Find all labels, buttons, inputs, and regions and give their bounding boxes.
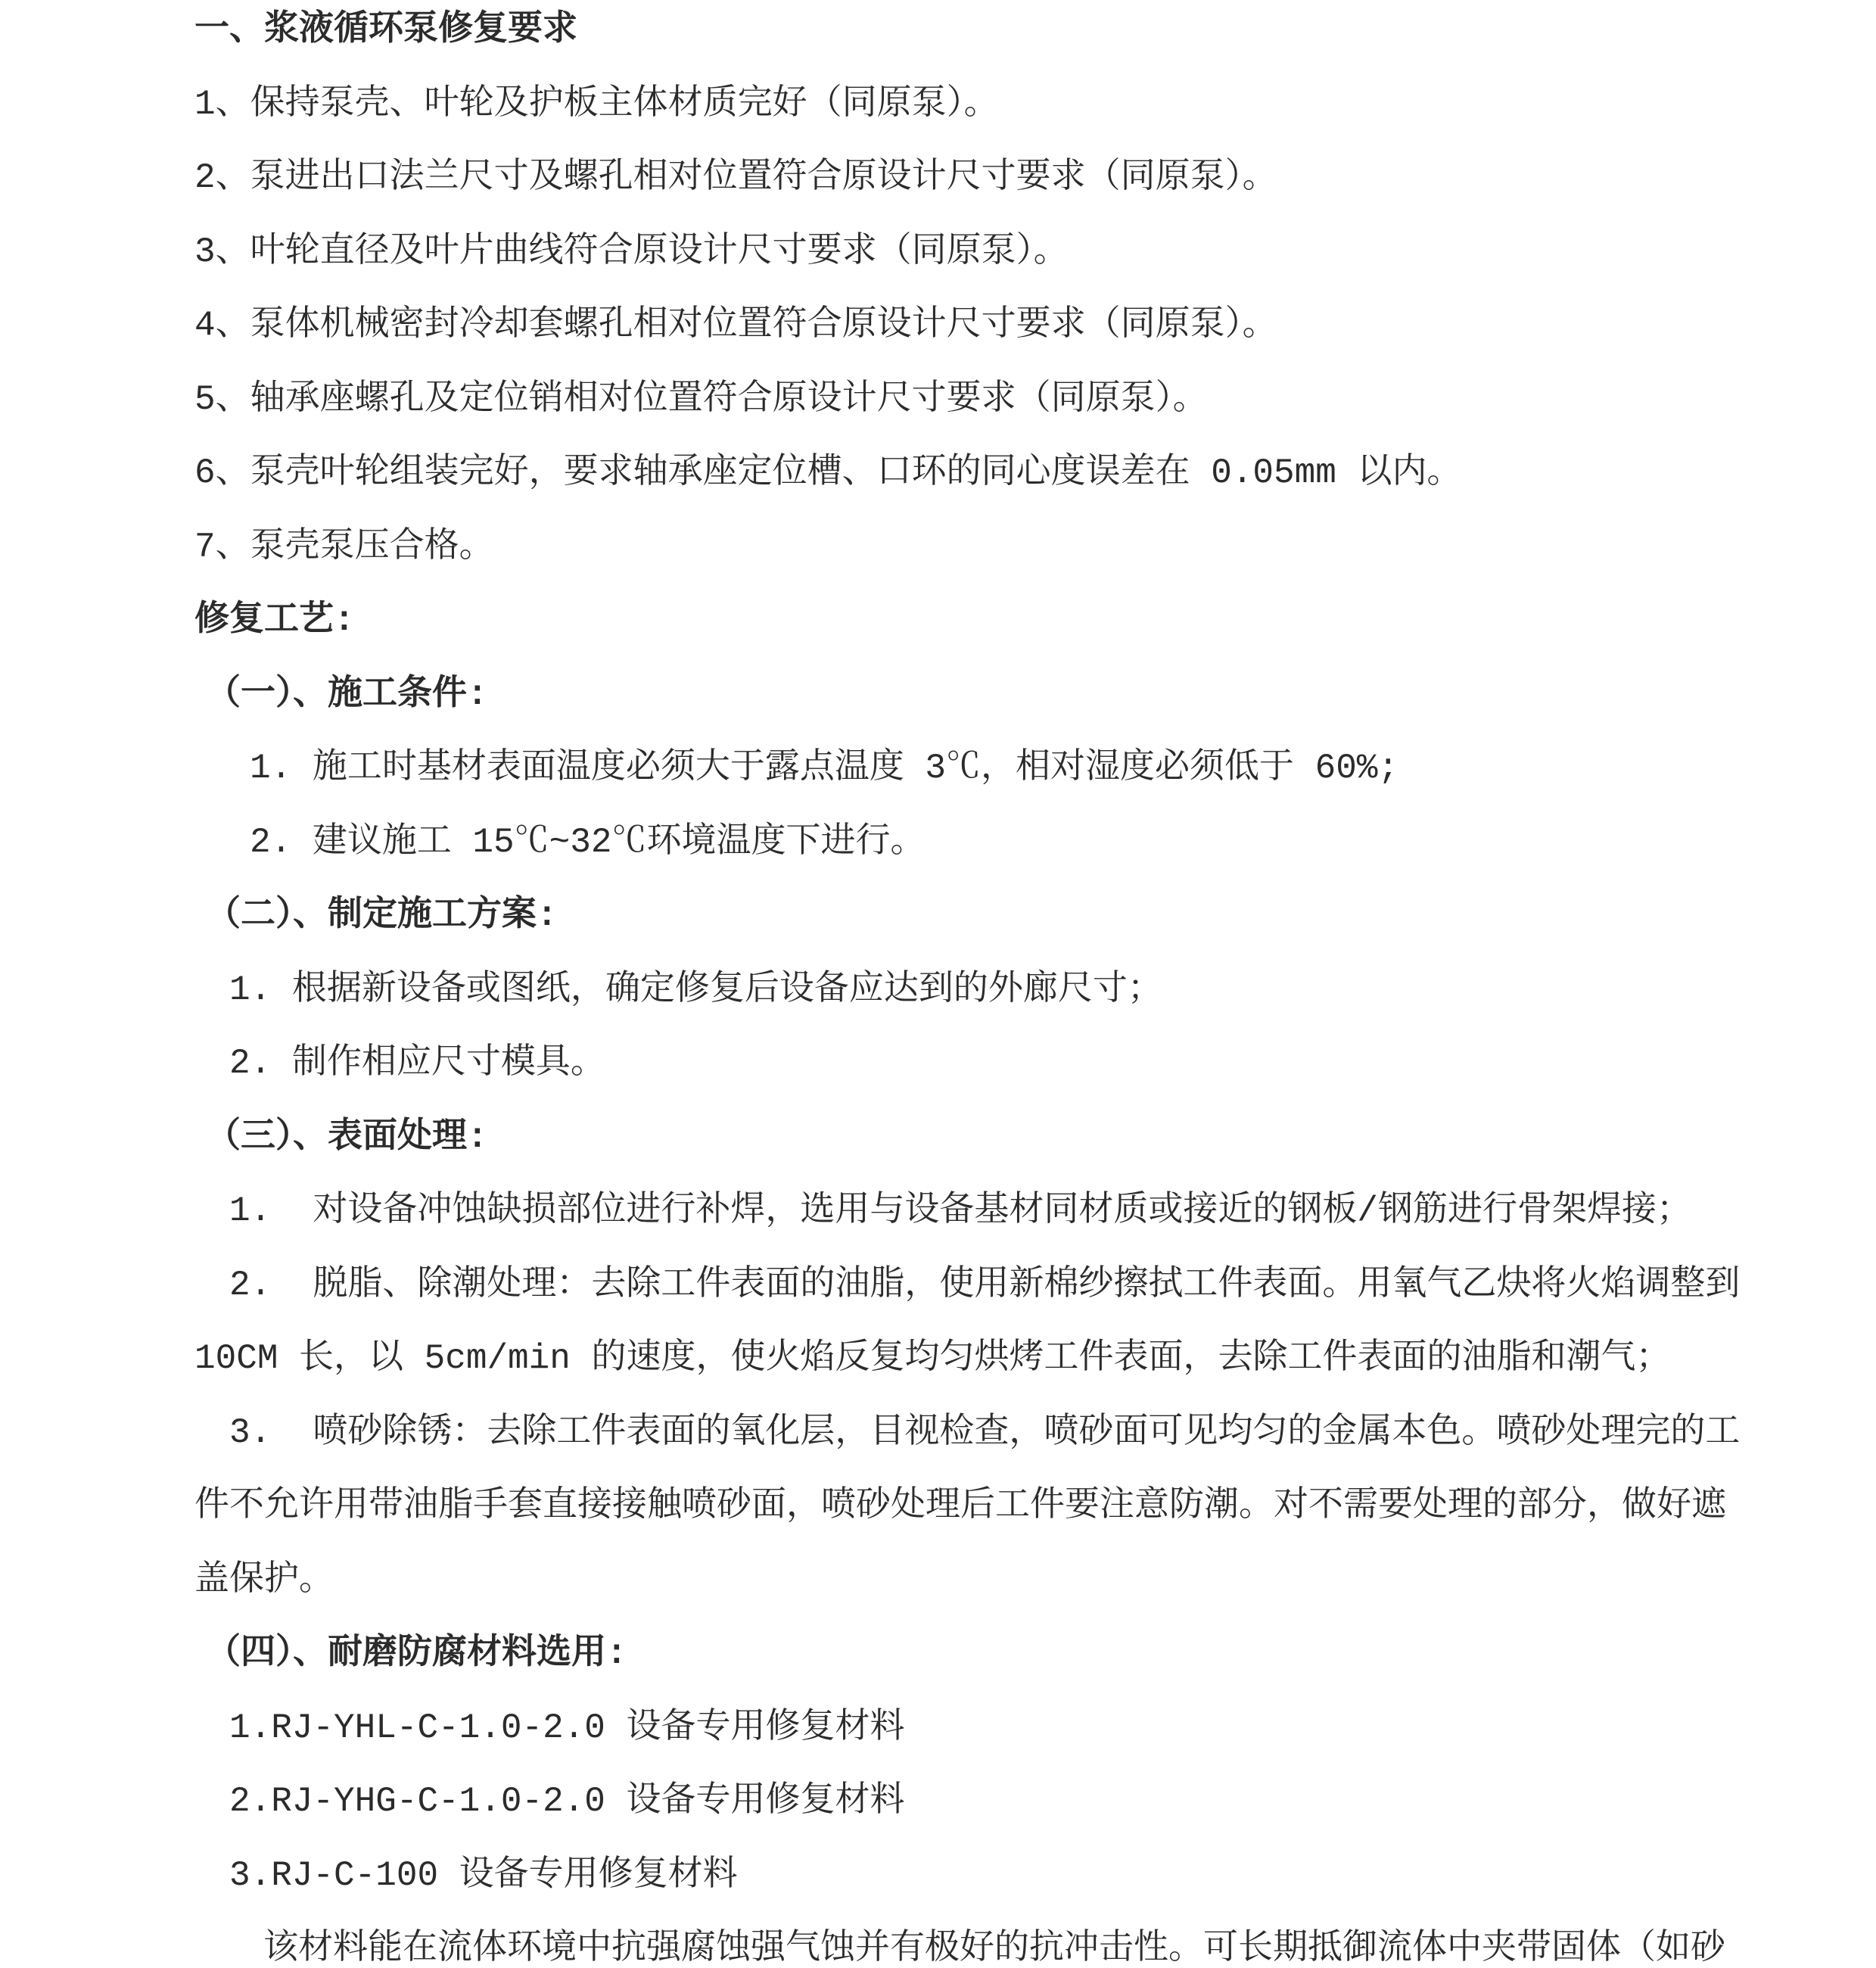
requirement-item-3: 3、叶轮直径及叶片曲线符合原设计尺寸要求（同原泵）。 [194, 232, 1069, 272]
requirement-item-1: 1、保持泵壳、叶轮及护板主体材质完好（同原泵）。 [194, 84, 999, 124]
surface-item-3-continuation-2: 盖保护。 [194, 1560, 334, 1600]
material-item-1: 1.RJ-YHL-C-1.0-2.0 设备专用修复材料 [229, 1708, 905, 1748]
heading-section-1-construction-conditions: （一）、施工条件: [206, 674, 488, 715]
page-title: 一、浆液循环泵修复要求 [194, 11, 577, 50]
condition-item-2: 2. 建议施工 15℃~32℃环境温度下进行。 [250, 822, 926, 862]
heading-section-2-construction-plan: （二）、制定施工方案: [206, 896, 558, 936]
condition-item-1: 1. 施工时基材表面温度必须大于露点温度 3℃，相对湿度必须低于 60%; [250, 749, 1399, 788]
document-body [0, 6, 1876, 1968]
requirement-item-7: 7、泵壳泵压合格。 [194, 527, 494, 567]
requirement-item-4: 4、泵体机械密封冷却套螺孔相对位置符合原设计尺寸要求（同原泵）。 [194, 306, 1277, 345]
plan-item-1: 1. 根据新设备或图纸，确定修复后设备应达到的外廊尺寸； [229, 970, 1162, 1010]
heading-section-3-surface-treatment: （三）、表面处理: [206, 1117, 488, 1157]
requirement-item-6: 6、泵壳叶轮组装完好，要求轴承座定位槽、口环的同心度误差在 0.05mm 以内。 [194, 453, 1462, 493]
surface-item-1: 1. 对设备冲蚀缺损部位进行补焊，选用与设备基材同材质或接近的钢板/钢筋进行骨架焊接； [229, 1191, 1692, 1231]
surface-item-2: 2. 脱脂、除潮处理：去除工件表面的油脂，使用新棉纱擦拭工件表面。用氧气乙炔将火焰调整到 [229, 1265, 1741, 1305]
requirement-item-5: 5、轴承座螺孔及定位销相对位置符合原设计尺寸要求（同原泵）。 [194, 379, 1208, 419]
plan-item-2: 2. 制作相应尺寸模具。 [229, 1044, 605, 1083]
material-item-2: 2.RJ-YHG-C-1.0-2.0 设备专用修复材料 [229, 1782, 905, 1821]
heading-repair-process: 修复工艺: [194, 601, 355, 640]
surface-item-3-continuation: 件不允许用带油脂手套直接接触喷砂面，喷砂处理后工件要注意防潮。对不需要处理的部分，做好遮 [194, 1487, 1726, 1526]
material-description-paragraph: 该材料能在流体环境中抗强腐蚀强气蚀并有极好的抗冲击性。可长期抵御流体中夹带固体（如砂 [263, 1929, 1725, 1968]
surface-item-2-continuation: 10CM 长，以 5cm/min 的速度，使火焰反复均匀烘烤工件表面，去除工件表面的油脂和潮气； [194, 1339, 1671, 1378]
material-item-3: 3.RJ-C-100 设备专用修复材料 [229, 1855, 738, 1895]
heading-section-4-material-selection: （四）、耐磨防腐材料选用: [206, 1634, 627, 1674]
surface-item-3: 3. 喷砂除锈：去除工件表面的氧化层，目视检查，喷砂面可见均匀的金属本色。喷砂处理完的工 [229, 1412, 1741, 1453]
requirement-item-2: 2、泵进出口法兰尺寸及螺孔相对位置符合原设计尺寸要求（同原泵）。 [194, 158, 1277, 198]
